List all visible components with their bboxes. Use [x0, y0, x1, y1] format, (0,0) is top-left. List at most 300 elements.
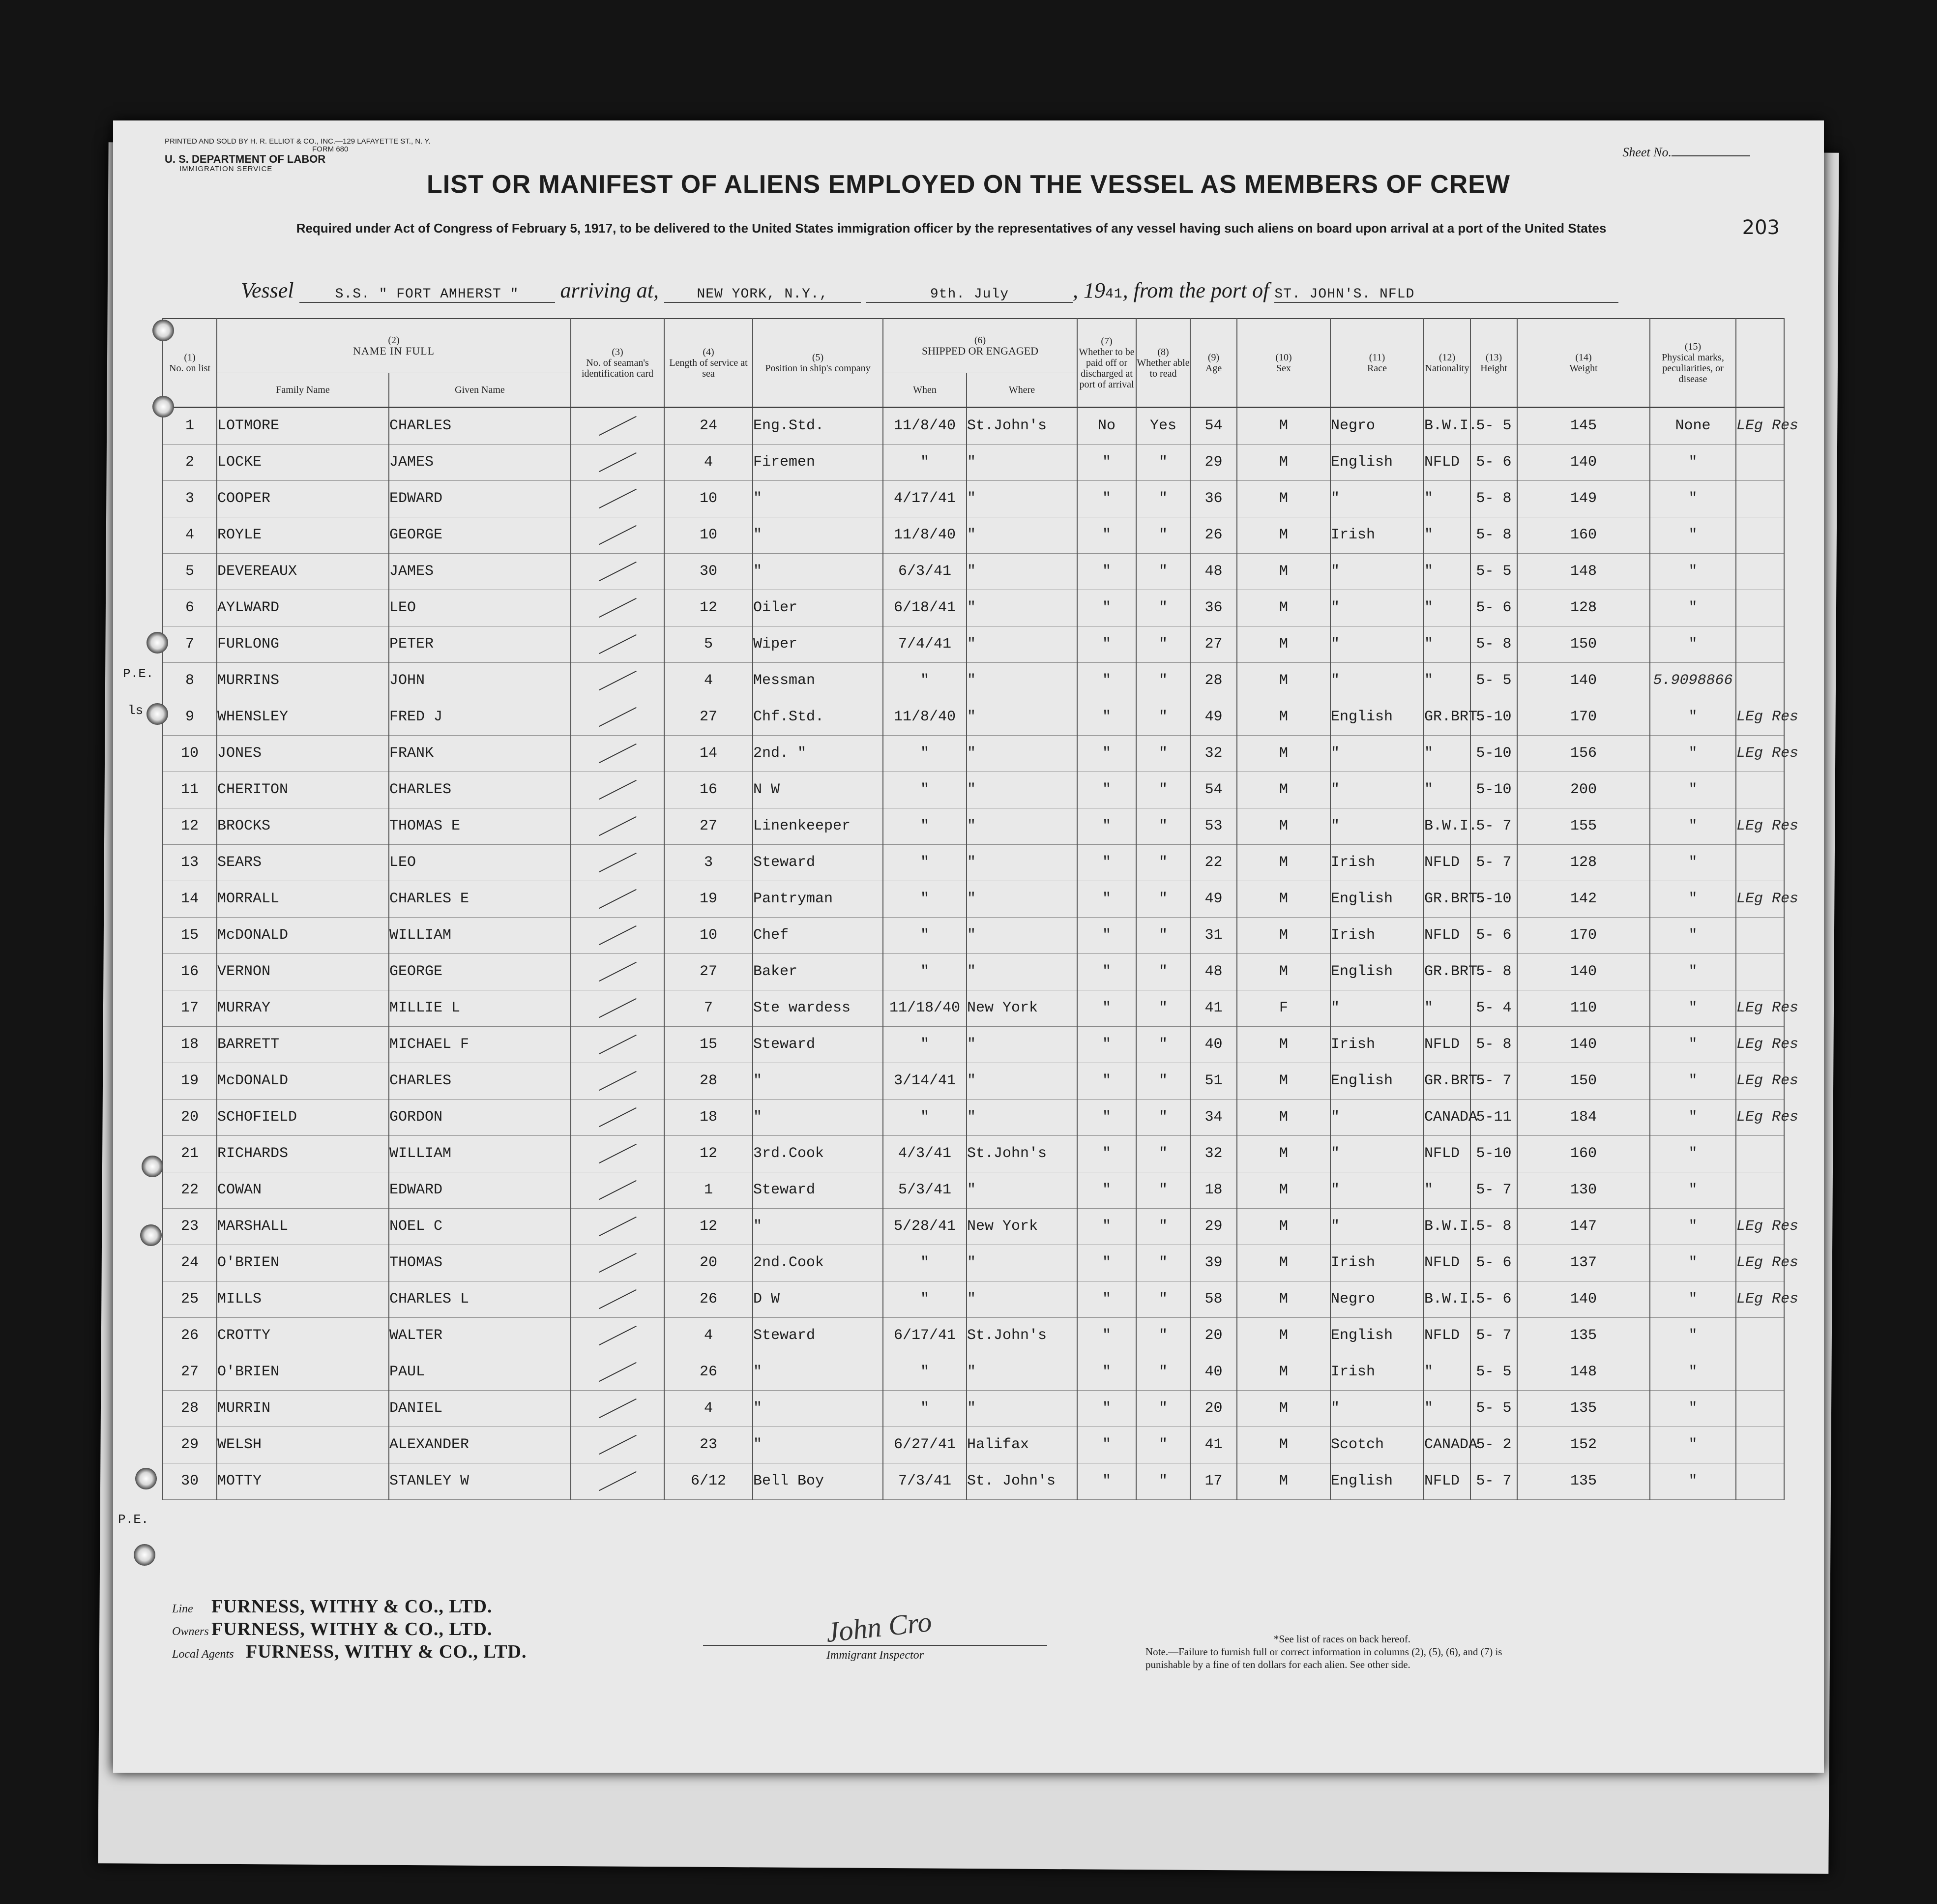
- cell-when: 7/4/41: [883, 626, 967, 662]
- cell-height: 5- 6: [1470, 590, 1517, 626]
- cell-marks: ": [1650, 1063, 1736, 1099]
- cell-position: Wiper: [753, 626, 883, 662]
- tick-mark: [599, 1326, 637, 1345]
- arriving-label: arriving at,: [560, 278, 659, 302]
- cell-race: English: [1330, 1063, 1424, 1099]
- cell-given: PETER: [389, 626, 571, 662]
- cell-paid: ": [1077, 1208, 1136, 1245]
- tick-mark: [599, 889, 637, 909]
- cell-no: 9: [163, 699, 217, 735]
- cell-sex: M: [1237, 590, 1330, 626]
- cell-note: LEg Res: [1736, 699, 1784, 735]
- cell-where: Halifax: [967, 1427, 1077, 1463]
- cell-marks: ": [1650, 480, 1736, 517]
- cell-race: ": [1330, 990, 1424, 1026]
- cell-given: JAMES: [389, 553, 571, 590]
- seaman-card-tick: [571, 953, 664, 990]
- arrival-port: NEW YORK, N.Y.,: [664, 287, 861, 303]
- cell-nationality: NFLD: [1424, 917, 1470, 953]
- cell-paid: ": [1077, 480, 1136, 517]
- cell-service: 1: [664, 1172, 753, 1208]
- cell-nationality: B.W.I.: [1424, 808, 1470, 844]
- cell-when: 6/27/41: [883, 1427, 967, 1463]
- cell-height: 5- 6: [1470, 444, 1517, 480]
- cell-service: 19: [664, 881, 753, 917]
- cell-height: 5-10: [1470, 1135, 1517, 1172]
- punch-hole: [142, 1156, 163, 1177]
- cell-position: Baker: [753, 953, 883, 990]
- cell-position: ": [753, 1390, 883, 1427]
- cell-where: St.John's: [967, 407, 1077, 444]
- cell-read: ": [1136, 626, 1190, 662]
- seaman-card-tick: [571, 662, 664, 699]
- cell-no: 20: [163, 1099, 217, 1135]
- cell-paid: ": [1077, 1026, 1136, 1063]
- col-age-header: (9) Age: [1190, 319, 1237, 407]
- cell-no: 12: [163, 808, 217, 844]
- col-name-header: (2) NAME IN FULL: [217, 319, 571, 373]
- cell-marks: ": [1650, 881, 1736, 917]
- cell-age: 32: [1190, 735, 1237, 772]
- cell-race: ": [1330, 1390, 1424, 1427]
- cell-no: 2: [163, 444, 217, 480]
- cell-marks: ": [1650, 808, 1736, 844]
- cell-age: 39: [1190, 1245, 1237, 1281]
- table-row: [163, 1390, 1784, 1427]
- tick-mark: [599, 1253, 637, 1273]
- cell-when: ": [883, 1099, 967, 1135]
- cell-no: 15: [163, 917, 217, 953]
- seaman-card-tick: [571, 772, 664, 808]
- cell-position: ": [753, 1063, 883, 1099]
- cell-marks: ": [1650, 1026, 1736, 1063]
- seaman-card-tick: [571, 1135, 664, 1172]
- tick-mark: [599, 998, 637, 1018]
- margin-pe-30: P.E.: [118, 1512, 149, 1527]
- cell-service: 7: [664, 990, 753, 1026]
- col-position-header: (5) Position in ship's company: [753, 319, 883, 407]
- sheet-number-blank: [1672, 155, 1750, 156]
- from-port-label: from the port of: [1133, 278, 1269, 302]
- cell-when: ": [883, 953, 967, 990]
- cell-sex: M: [1237, 844, 1330, 881]
- cell-when: 5/28/41: [883, 1208, 967, 1245]
- cell-given: WILLIAM: [389, 1135, 571, 1172]
- cell-no: 10: [163, 735, 217, 772]
- cell-height: 5- 6: [1470, 1281, 1517, 1317]
- cell-height: 5-11: [1470, 1099, 1517, 1135]
- table-row: [163, 553, 1784, 590]
- cell-sex: M: [1237, 1026, 1330, 1063]
- footer-firms: [172, 1596, 527, 1664]
- cell-service: 27: [664, 808, 753, 844]
- cell-where: ": [967, 844, 1077, 881]
- seaman-card-tick: [571, 917, 664, 953]
- cell-age: 49: [1190, 881, 1237, 917]
- cell-paid: ": [1077, 808, 1136, 844]
- cell-service: 10: [664, 517, 753, 553]
- cell-given: GEORGE: [389, 953, 571, 990]
- cell-family: MILLS: [217, 1281, 389, 1317]
- tick-mark: [599, 634, 637, 654]
- cell-position: ": [753, 1427, 883, 1463]
- cell-no: 22: [163, 1172, 217, 1208]
- margin-ls-8: ls: [128, 703, 144, 718]
- cell-marks: ": [1650, 1463, 1736, 1499]
- cell-service: 14: [664, 735, 753, 772]
- cell-service: 5: [664, 626, 753, 662]
- cell-nationality: ": [1424, 480, 1470, 517]
- cell-nationality: ": [1424, 772, 1470, 808]
- cell-family: MURRINS: [217, 662, 389, 699]
- cell-weight: 200: [1517, 772, 1650, 808]
- races-note: *See list of races on back hereof.: [1273, 1633, 1411, 1645]
- cell-where: ": [967, 1172, 1077, 1208]
- cell-note: LEg Res: [1736, 735, 1784, 772]
- cell-given: GEORGE: [389, 517, 571, 553]
- cell-race: English: [1330, 1317, 1424, 1354]
- cell-given: WALTER: [389, 1317, 571, 1354]
- cell-service: 26: [664, 1354, 753, 1390]
- cell-nationality: NFLD: [1424, 1026, 1470, 1063]
- table-row: [163, 444, 1784, 480]
- arrival-date: 9th. July: [866, 287, 1073, 303]
- cell-given: CHARLES E: [389, 881, 571, 917]
- cell-given: WILLIAM: [389, 917, 571, 953]
- cell-when: 11/8/40: [883, 517, 967, 553]
- cell-race: ": [1330, 662, 1424, 699]
- cell-paid: ": [1077, 699, 1136, 735]
- cell-nationality: GR.BRT.: [1424, 699, 1470, 735]
- cell-height: 5- 2: [1470, 1427, 1517, 1463]
- cell-sex: M: [1237, 517, 1330, 553]
- cell-race: English: [1330, 444, 1424, 480]
- cell-position: Firemen: [753, 444, 883, 480]
- cell-note: LEg Res: [1736, 407, 1784, 444]
- cell-sex: M: [1237, 735, 1330, 772]
- cell-when: ": [883, 1026, 967, 1063]
- cell-family: RICHARDS: [217, 1135, 389, 1172]
- cell-age: 54: [1190, 772, 1237, 808]
- seaman-card-tick: [571, 1463, 664, 1499]
- cell-family: SCHOFIELD: [217, 1099, 389, 1135]
- cell-no: 29: [163, 1427, 217, 1463]
- cell-where: ": [967, 480, 1077, 517]
- col-nationality-header: (12) Nationality: [1424, 319, 1470, 407]
- cell-race: English: [1330, 1463, 1424, 1499]
- cell-nationality: ": [1424, 517, 1470, 553]
- cell-nationality: ": [1424, 626, 1470, 662]
- cell-note: LEg Res: [1736, 1245, 1784, 1281]
- table-row: [163, 1135, 1784, 1172]
- cell-position: ": [753, 1354, 883, 1390]
- cell-age: 40: [1190, 1026, 1237, 1063]
- cell-service: 26: [664, 1281, 753, 1317]
- cell-given: THOMAS: [389, 1245, 571, 1281]
- owners-label: Owners: [172, 1625, 209, 1638]
- col-family-header: Family Name: [217, 373, 389, 407]
- cell-read: ": [1136, 990, 1190, 1026]
- cell-given: CHARLES: [389, 772, 571, 808]
- penalty-note: Note.—Failure to furnish full or correct information in columns (2), (5), (6), and (7) is punishable by a fine of ten dollars for each alien. See other side.: [1145, 1646, 1502, 1670]
- cell-sex: M: [1237, 407, 1330, 444]
- seaman-card-tick: [571, 407, 664, 444]
- margin-pe-7: P.E.: [123, 666, 154, 681]
- cell-age: 29: [1190, 1208, 1237, 1245]
- punch-hole: [134, 1544, 155, 1566]
- cell-sex: M: [1237, 1427, 1330, 1463]
- cell-height: 5-10: [1470, 772, 1517, 808]
- seaman-card-tick: [571, 553, 664, 590]
- cell-read: ": [1136, 553, 1190, 590]
- cell-nationality: ": [1424, 735, 1470, 772]
- cell-when: 6/18/41: [883, 590, 967, 626]
- cell-race: ": [1330, 1099, 1424, 1135]
- page-title: LIST OR MANIFEST OF ALIENS EMPLOYED ON THE VESSEL AS MEMBERS OF CREW: [427, 170, 1510, 199]
- cell-no: 5: [163, 553, 217, 590]
- cell-where: ": [967, 1063, 1077, 1099]
- cell-marks: ": [1650, 1135, 1736, 1172]
- cell-marks: ": [1650, 735, 1736, 772]
- cell-weight: 170: [1517, 699, 1650, 735]
- cell-age: 53: [1190, 808, 1237, 844]
- cell-age: 28: [1190, 662, 1237, 699]
- cell-when: ": [883, 1354, 967, 1390]
- table-row: [163, 844, 1784, 881]
- cell-weight: 130: [1517, 1172, 1650, 1208]
- cell-position: ": [753, 553, 883, 590]
- cell-height: 5- 7: [1470, 1172, 1517, 1208]
- cell-where: ": [967, 517, 1077, 553]
- cell-service: 4: [664, 444, 753, 480]
- cell-read: ": [1136, 917, 1190, 953]
- cell-paid: ": [1077, 735, 1136, 772]
- cell-paid: No: [1077, 407, 1136, 444]
- cell-no: 25: [163, 1281, 217, 1317]
- cell-nationality: ": [1424, 1390, 1470, 1427]
- cell-given: LEO: [389, 844, 571, 881]
- cell-weight: 149: [1517, 480, 1650, 517]
- cell-marks: ": [1650, 1245, 1736, 1281]
- table-row: [163, 1208, 1784, 1245]
- cell-weight: 137: [1517, 1245, 1650, 1281]
- cell-given: ALEXANDER: [389, 1427, 571, 1463]
- cell-paid: ": [1077, 1390, 1136, 1427]
- punch-hole: [152, 396, 174, 417]
- col-service-header: (4) Length of service at sea: [664, 319, 753, 407]
- table-row: [163, 990, 1784, 1026]
- cell-note: LEg Res: [1736, 1063, 1784, 1099]
- cell-where: ": [967, 1281, 1077, 1317]
- cell-note: [1736, 444, 1784, 480]
- seaman-card-tick: [571, 1317, 664, 1354]
- cell-read: Yes: [1136, 407, 1190, 444]
- cell-weight: 142: [1517, 881, 1650, 917]
- seaman-card-tick: [571, 844, 664, 881]
- cell-paid: ": [1077, 1135, 1136, 1172]
- tick-mark: [599, 853, 637, 872]
- cell-read: ": [1136, 1208, 1190, 1245]
- seaman-card-tick: [571, 480, 664, 517]
- cell-height: 5- 5: [1470, 553, 1517, 590]
- cell-family: MURRIN: [217, 1390, 389, 1427]
- cell-race: ": [1330, 626, 1424, 662]
- cell-sex: M: [1237, 1463, 1330, 1499]
- cell-family: MURRAY: [217, 990, 389, 1026]
- cell-read: ": [1136, 1281, 1190, 1317]
- cell-weight: 150: [1517, 1063, 1650, 1099]
- cell-no: 21: [163, 1135, 217, 1172]
- cell-when: ": [883, 735, 967, 772]
- cell-note: LEg Res: [1736, 990, 1784, 1026]
- crew-rows: [163, 407, 1799, 1499]
- cell-age: 26: [1190, 517, 1237, 553]
- seaman-card-tick: [571, 1427, 664, 1463]
- cell-no: 14: [163, 881, 217, 917]
- cell-race: ": [1330, 480, 1424, 517]
- tick-mark: [599, 816, 637, 836]
- cell-weight: 155: [1517, 808, 1650, 844]
- cell-marks: ": [1650, 990, 1736, 1026]
- cell-age: 20: [1190, 1390, 1237, 1427]
- table-row: [163, 699, 1784, 735]
- cell-where: ": [967, 626, 1077, 662]
- cell-age: 22: [1190, 844, 1237, 881]
- cell-paid: ": [1077, 590, 1136, 626]
- cell-note: [1736, 1135, 1784, 1172]
- cell-note: LEg Res: [1736, 881, 1784, 917]
- cell-family: LOTMORE: [217, 407, 389, 444]
- cell-when: ": [883, 881, 967, 917]
- cell-when: ": [883, 444, 967, 480]
- seaman-card-tick: [571, 990, 664, 1026]
- cell-age: 20: [1190, 1317, 1237, 1354]
- cell-read: ": [1136, 1354, 1190, 1390]
- cell-family: O'BRIEN: [217, 1354, 389, 1390]
- cell-read: ": [1136, 1135, 1190, 1172]
- cell-height: 5- 8: [1470, 1026, 1517, 1063]
- cell-where: ": [967, 699, 1077, 735]
- cell-nationality: GR.BRT.: [1424, 953, 1470, 990]
- col-shipped-header: (6) SHIPPED OR ENGAGED: [883, 319, 1077, 373]
- cell-position: ": [753, 517, 883, 553]
- cell-age: 48: [1190, 953, 1237, 990]
- cell-read: ": [1136, 1463, 1190, 1499]
- cell-when: 11/18/40: [883, 990, 967, 1026]
- cell-where: ": [967, 772, 1077, 808]
- cell-note: [1736, 1354, 1784, 1390]
- cell-weight: 160: [1517, 1135, 1650, 1172]
- seaman-card-tick: [571, 1099, 664, 1135]
- cell-where: St.John's: [967, 1317, 1077, 1354]
- form-number: FORM 680: [312, 145, 349, 153]
- line-label: Line: [172, 1603, 193, 1615]
- cell-where: New York: [967, 1208, 1077, 1245]
- table-row: [163, 735, 1784, 772]
- cell-age: 41: [1190, 990, 1237, 1026]
- cell-sex: M: [1237, 662, 1330, 699]
- seaman-card-tick: [571, 699, 664, 735]
- cell-nationality: NFLD: [1424, 1463, 1470, 1499]
- cell-where: ": [967, 881, 1077, 917]
- cell-service: 4: [664, 662, 753, 699]
- cell-family: SEARS: [217, 844, 389, 881]
- col-when-header: When: [883, 373, 967, 407]
- cell-read: ": [1136, 1172, 1190, 1208]
- cell-family: MARSHALL: [217, 1208, 389, 1245]
- cell-given: PAUL: [389, 1354, 571, 1390]
- cell-paid: ": [1077, 1099, 1136, 1135]
- cell-sex: M: [1237, 772, 1330, 808]
- cell-read: ": [1136, 1427, 1190, 1463]
- cell-family: COWAN: [217, 1172, 389, 1208]
- cell-no: 27: [163, 1354, 217, 1390]
- cell-race: Scotch: [1330, 1427, 1424, 1463]
- seaman-card-tick: [571, 881, 664, 917]
- cell-note: [1736, 917, 1784, 953]
- cell-when: 11/8/40: [883, 407, 967, 444]
- cell-when: 4/17/41: [883, 480, 967, 517]
- cell-age: 34: [1190, 1099, 1237, 1135]
- cell-nationality: GR.BRT.: [1424, 881, 1470, 917]
- cell-weight: 156: [1517, 735, 1650, 772]
- cell-weight: 152: [1517, 1427, 1650, 1463]
- cell-marks: ": [1650, 699, 1736, 735]
- cell-note: [1736, 553, 1784, 590]
- owners-stamp: FURNESS, WITHY & CO., LTD.: [211, 1619, 493, 1639]
- cell-given: CHARLES L: [389, 1281, 571, 1317]
- cell-marks: ": [1650, 1427, 1736, 1463]
- cell-age: 41: [1190, 1427, 1237, 1463]
- cell-service: 18: [664, 1099, 753, 1135]
- tick-mark: [599, 598, 637, 618]
- col-paid-header: (7) Whether to be paid off or discharged at port of arrival: [1077, 319, 1136, 407]
- cell-when: ": [883, 808, 967, 844]
- cell-where: St.John's: [967, 1135, 1077, 1172]
- printer-imprint: [165, 138, 430, 173]
- col-height-header: (13) Height: [1470, 319, 1517, 407]
- cell-service: 6/12: [664, 1463, 753, 1499]
- tick-mark: [599, 1362, 637, 1382]
- cell-height: 5- 8: [1470, 1208, 1517, 1245]
- cell-family: O'BRIEN: [217, 1245, 389, 1281]
- cell-sex: M: [1237, 444, 1330, 480]
- cell-where: ": [967, 1390, 1077, 1427]
- cell-sex: M: [1237, 1172, 1330, 1208]
- cell-sex: M: [1237, 953, 1330, 990]
- cell-family: BARRETT: [217, 1026, 389, 1063]
- col-sex-header: (10) Sex: [1237, 319, 1330, 407]
- cell-marks: ": [1650, 953, 1736, 990]
- cell-race: ": [1330, 553, 1424, 590]
- cell-race: English: [1330, 953, 1424, 990]
- cell-marks: ": [1650, 1390, 1736, 1427]
- cell-sex: F: [1237, 990, 1330, 1026]
- seaman-card-tick: [571, 626, 664, 662]
- cell-note: LEg Res: [1736, 1026, 1784, 1063]
- footer-notes: [1145, 1633, 1539, 1671]
- cell-read: ": [1136, 444, 1190, 480]
- tick-mark: [599, 780, 637, 800]
- cell-paid: ": [1077, 844, 1136, 881]
- cell-weight: 170: [1517, 917, 1650, 953]
- cell-family: ROYLE: [217, 517, 389, 553]
- cell-note: [1736, 662, 1784, 699]
- cell-race: Irish: [1330, 1245, 1424, 1281]
- cell-age: 51: [1190, 1063, 1237, 1099]
- cell-race: ": [1330, 590, 1424, 626]
- cell-service: 4: [664, 1317, 753, 1354]
